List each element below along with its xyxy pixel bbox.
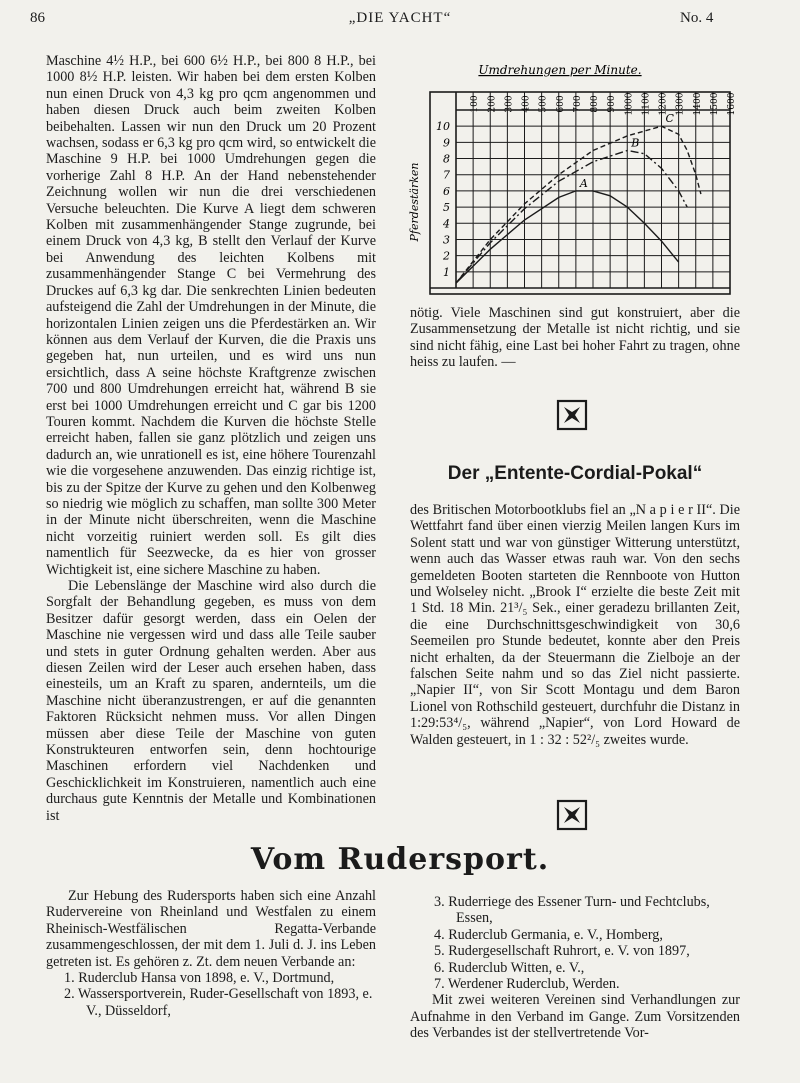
y-tick-label: 4 <box>443 217 450 231</box>
y-axis-label: Pferdestärken <box>408 162 421 242</box>
x-tick-label: 800 <box>590 95 600 113</box>
running-title: „DIE YACHT“ <box>348 10 452 26</box>
x-tick-label: 1600 <box>727 92 737 116</box>
right-column-top <box>410 305 740 371</box>
list-item: 3. Ruderriege des Essener Turn- und Fechtclubs, Essen, <box>434 894 710 927</box>
x-tick-label: 1100 <box>641 92 652 116</box>
y-tick-label: 7 <box>443 168 450 182</box>
x-tick-label: 200 <box>487 95 498 113</box>
ornament <box>555 398 589 437</box>
rowing-left-column <box>46 888 376 1019</box>
paragraph: Mit zwei weiteren Vereinen sind Verhandlungen zur Aufnahme in den Verband im Gange. Zum Vorsitzenden des Verbandes ist der stellvertretende Vor- <box>410 992 740 1042</box>
series-line-a <box>456 191 679 283</box>
rowing-article-title: Vom Rudersport. <box>250 842 550 877</box>
y-tick-label: 3 <box>443 233 450 247</box>
paragraph: Maschine 4½ H.P., bei 600 6½ H.P., bei 800 8 H.P., bei 1000 8½ H.P. leisten. Wir haben bei dem ersten Kolben nun einen Druck von 4,3 kg pro qcm angenommen und haben diesen Druck auch beim zweiten Kolben beibehalten. Lassen wir nun den Druck um 20 Prozent wachsen, sodass er 6,3 kg pro qcm wird, so entwickelt die Maschine 9 H.P. bei 1000 Umdrehungen gegen die vorherige Zahl 8 H.P. An der Hand nebenstehender Zeichnung wollen wir nun die drei verschiedenen Versuche beleuchten. Die Kurve A liegt dem schweren Kolben mit zusammenhängender Stange zugrunde, bei einem Druck von 4,3 kg, B stellt den Verlauf der Kurve bei Anwendung des leichten Kolbens mit zusammenhängender Stange C bei Vermehrung des Druckes auf 6,3 kg dar. Die senkrechten Linien bedeuten aufsteigend die Zahl der Umdrehungen in der Minute, die horizontalen Linien zeigen uns die Pferdestärken an. Wir können aus dem Verlauf der Kurven, die die Praxis uns gegeben hat, nun urteilen, und es wird uns nun ersichtlich, dass A seine höchste Kraftgrenze zwischen 700 und 800 Umdrehungen erreicht hat, während B sie erst bei 1000 Umdrehungen erreicht und C gar bis 1200 Touren kommt. Nachdem die Kurven die höchste Stelle erreicht haben, fallen sie ganz plötzlich und zeigen uns dadurch an, wie unrationell es ist, eine höhere Tourenzahl wie die vorgesehene anzuwenden. Das einzig richtige ist, bis zu der Spitze der Kurve zu gehen und den Kolbenweg so niedrig wie möglich zu schaffen, man sollte 300 Meter in der Minute nicht überschreiten, wenn die Maschine nicht vorzeitig ruiniert werden soll. Es gilt dies namentlich für Seezwecke, da es hier von grosser Wichtigkeit ist, eine sichere Maschine zu haben. <box>46 53 376 578</box>
hp-rpm-chart <box>400 52 740 304</box>
page-number: 86 <box>30 10 45 26</box>
x-tick-label: 600 <box>555 95 566 113</box>
x-tick-label: 1200 <box>658 92 669 116</box>
paragraph: des Britischen Motorbootklubs fiel an „N a p i e r II“. Die Wettfahrt fand über einen vierzig Meilen langen Kurs im Solent statt und war von günstiger Witterung unterstützt, wenn auch das Wasser etwas rauh war. Von den sechs gemeldeten Booten starteten die Rennboote von Hutton und Wolseley nicht. „Brook I“ erzielte die beste Zeit mit 1 Std. 18 Min. 21³/₅ Sek., einer geradezu brillanten Zeit, die eine Durchschnittsgeschwindigkeit von 30,6 Seemeilen pro Stunde bedeutet, konnte aber den Preis nicht erhalten, da der Steuermann die Zielboje an der falschen Seite nahm und so das Ziel nicht passierte. „Napier II“, von Sir Scott Montagu und dem Baron Lionel von Rothschild gesteuert, durchfuhr die Distanz in 1:29:53⁴/₅, während „Napier“, von Lord Howard de Walden gesteuert, in 1 : 32 : 52²/₅ zweites wurde. <box>410 502 740 748</box>
x-tick-label: 700 <box>572 95 583 113</box>
y-tick-label: 9 <box>443 136 450 150</box>
x-tick-label: 1400 <box>692 92 703 116</box>
x-tick-label: 500 <box>538 95 549 113</box>
x-tick-label: 1000 <box>624 92 635 116</box>
list-item: 4. Ruderclub Germania, e. V., Homberg, <box>434 926 663 943</box>
chart-title: Umdrehungen per Minute. <box>478 63 642 77</box>
y-tick-label: 5 <box>443 201 450 215</box>
paragraph: nötig. Viele Maschinen sind gut konstruiert, aber die Zusammensetzung der Metalle ist nicht richtig, und sie sind nicht fähig, eine Last bei hoher Fahrt zu tragen, ohne heiss zu laufen. — <box>410 305 740 371</box>
y-tick-label: 8 <box>443 152 450 166</box>
list-item: 6. Ruderclub Witten, e. V., <box>434 959 585 976</box>
rowing-right-column <box>410 894 740 1042</box>
cup-article-title: Der „Entente-Cordial-Pokal“ <box>447 463 703 484</box>
x-tick-label: 400 <box>521 95 532 113</box>
list-item: 2. Wassersportverein, Ruder-Gesellschaft von 1893, e. V., Düsseldorf, <box>64 986 373 1019</box>
series-label-c: C <box>665 112 674 126</box>
paragraph: Zur Hebung des Rudersports haben sich eine Anzahl Rudervereine von Rheinland und Westfalen zu einem Rheinisch-Westfälischen Regatta-Verbande zusammengeschlossen, der mit dem 1. Juli d. J. ins Leben getreten ist. Es gehören z. Zt. dem neuen Verbande an: <box>46 888 376 970</box>
cup-article-body <box>410 502 740 748</box>
list-item: 1. Ruderclub Hansa von 1898, e. V., Dortmund, <box>64 970 335 987</box>
list-item: 5. Rudergesellschaft Ruhrort, e. V. von 1897, <box>434 943 690 960</box>
x-tick-label: 100 <box>470 95 481 113</box>
series-label-a: A <box>579 176 588 190</box>
x-tick-label: 1500 <box>709 92 720 116</box>
y-tick-label: 6 <box>443 184 450 198</box>
ornament-icon <box>555 798 589 832</box>
y-tick-label: 1 <box>443 265 450 279</box>
issue-number: No. 4 <box>680 10 714 26</box>
x-tick-label: 900 <box>607 95 618 113</box>
y-tick-label: 10 <box>436 120 450 134</box>
list-item: 7. Werdener Ruderclub, Werden. <box>434 976 620 993</box>
ornament-icon <box>555 398 589 432</box>
series-line-c <box>456 126 701 283</box>
paragraph: Die Lebenslänge der Maschine wird also durch die Sorgfalt der Behandlung gegeben, es muss von dem Besitzer dafür gesorgt werden, dass ein Oelen der Maschine nie vergessen wird und dass alle Teile sauber und stets in guter Ordnung gehalten werden. Aber aus diesen Zeilen wird der Leser auch ersehen haben, dass einesteils, um an Kraft zu sparen, andernteils, um die Maschine nicht überanzustrengen, er auf die genannten Faktoren Rücksicht nehmen muss. Vor allen Dingen müssen aber diese Teile der Maschine von guten Konstrukteuren entworfen sein, denn hochtourige Maschinen erfordern viel Nachdenken und Geschicklichkeit im Konstruieren, namentlich auch eine durchaus gute Kenntnis der Metalle und Kombinationen ist <box>46 578 376 824</box>
left-column <box>46 53 376 824</box>
x-tick-label: 300 <box>504 95 515 113</box>
x-tick-label: 1300 <box>675 92 686 116</box>
y-tick-label: 2 <box>443 249 450 263</box>
chart-svg <box>400 52 740 304</box>
series-label-b: B <box>631 136 640 150</box>
ornament <box>555 798 589 837</box>
